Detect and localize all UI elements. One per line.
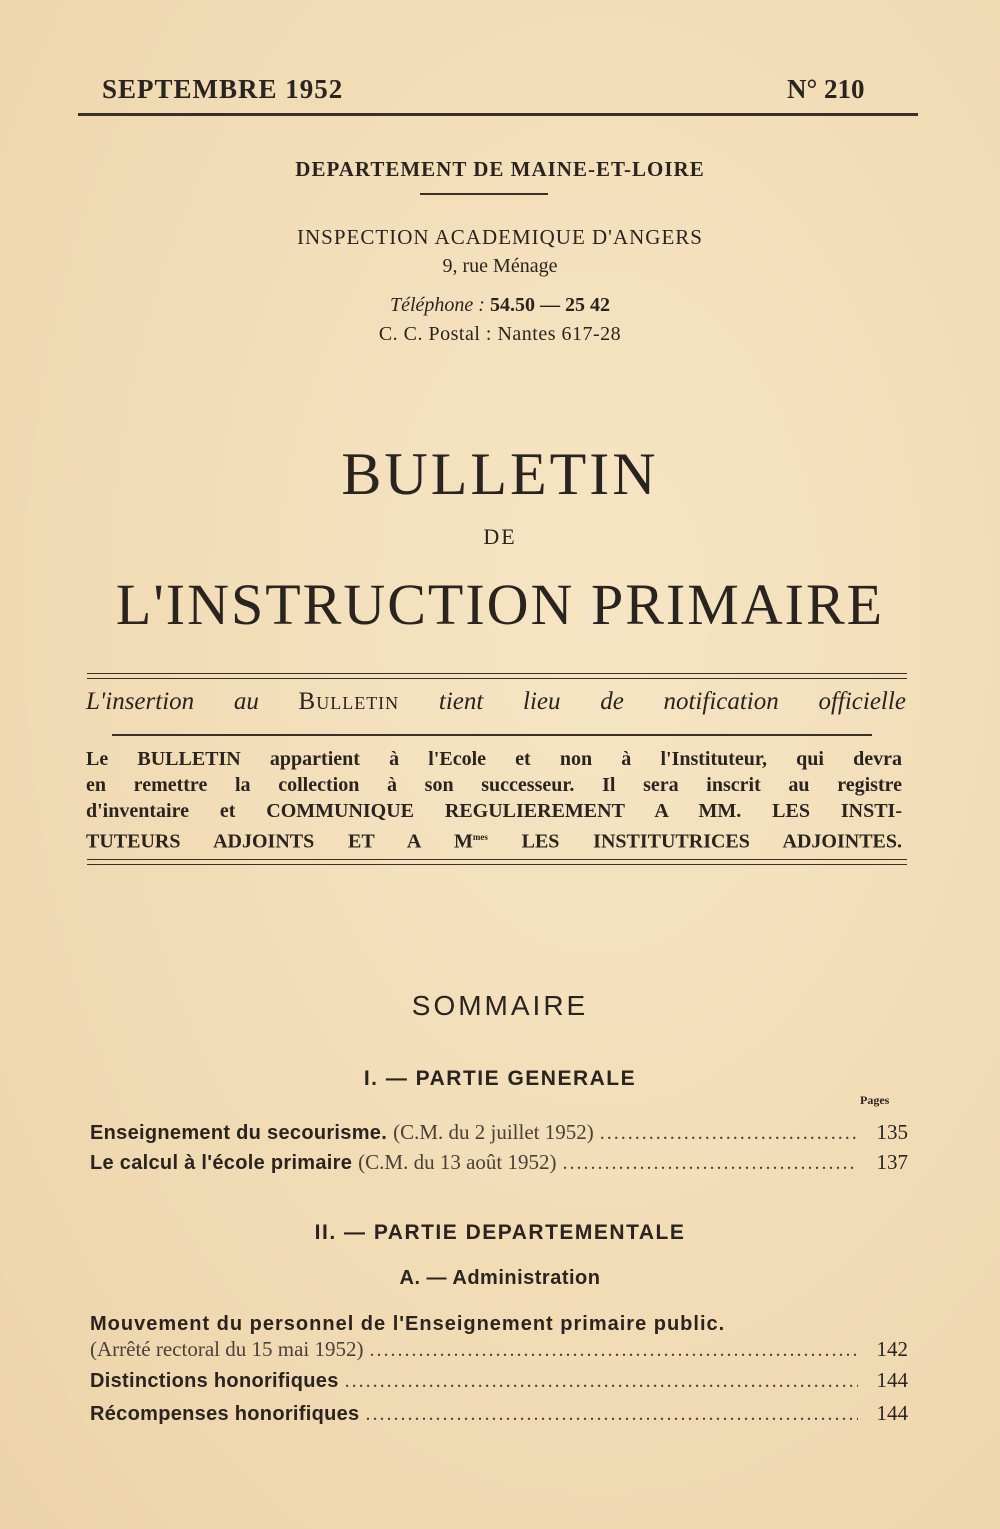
toc-entry-page: 142 <box>876 1337 908 1361</box>
notice-line-part: TUTEURS ADJOINTS ET A M <box>86 830 473 853</box>
issue-number: N° 210 <box>787 74 865 104</box>
double-rule-top <box>87 673 907 679</box>
part-general-heading: I. — PARTIE GENERALE <box>363 1067 637 1090</box>
section-administration-heading: A. — Administration <box>399 1267 601 1289</box>
inspection-name: INSPECTION ACADEMIQUE D'ANGERS <box>297 225 703 249</box>
insertion-notice <box>86 688 906 716</box>
notice-line-part: LES INSTITUTRICES ADJOINTES. <box>487 830 903 853</box>
toc-entry[interactable] <box>90 1120 908 1145</box>
toc-entry[interactable] <box>90 1368 908 1393</box>
insertion-word: de <box>600 688 624 715</box>
insertion-word: Bulletin <box>298 688 400 715</box>
part-departmental-heading: II. — PARTIE DEPARTEMENTALE <box>314 1221 686 1244</box>
toc-entry-ref: (Arrêté rectoral du 15 mai 1952) <box>90 1337 364 1361</box>
postal-account: C. C. Postal : Nantes 617-28 <box>378 323 622 345</box>
notice-line: en remettre la collection à son successeur. Il sera inscrit au registre <box>86 774 902 796</box>
notice-superscript: mes <box>472 832 488 842</box>
title-de: DE <box>483 524 517 549</box>
toc-entry-page: 144 <box>876 1368 908 1392</box>
insertion-word: officielle <box>818 688 906 715</box>
toc-entry[interactable] <box>90 1337 908 1362</box>
telephone <box>0 294 1000 317</box>
toc-entry-page: 144 <box>876 1401 908 1425</box>
insertion-word: lieu <box>523 688 561 715</box>
toc-leader <box>365 1403 858 1426</box>
insertion-word: L'insertion <box>86 688 195 715</box>
issue-date: SEPTEMBRE 1952 <box>102 74 344 104</box>
sommaire-heading: SOMMAIRE <box>411 990 589 1021</box>
toc-leader <box>563 1152 859 1175</box>
notice-line <box>86 824 902 855</box>
toc-entry-title: Enseignement du secourisme. <box>90 1122 388 1144</box>
toc-entry-ref: (C.M. du 2 juillet 1952) <box>393 1120 594 1144</box>
title-bulletin: BULLETIN <box>341 441 659 507</box>
insertion-rule <box>112 734 872 736</box>
double-rule-bottom <box>87 859 907 865</box>
toc-entry-ref: (C.M. du 13 août 1952) <box>358 1150 557 1174</box>
address: 9, rue Ménage <box>442 255 558 277</box>
insertion-word: notification <box>663 688 779 715</box>
insertion-word: tient <box>438 688 484 715</box>
title-instruction-primaire: L'INSTRUCTION PRIMAIRE <box>115 572 885 637</box>
notice-line: Le BULLETIN appartient à l'Ecole et non à l'Instituteur, qui devra <box>86 748 902 770</box>
toc-entry-title: Distinctions honorifiques <box>90 1370 339 1392</box>
telephone-label: Téléphone : <box>390 294 485 316</box>
telephone-numbers: 54.50 — 25 42 <box>489 294 610 316</box>
notice-line: d'inventaire et COMMUNIQUE REGULIEREMENT A MM. LES INSTI- <box>86 800 902 822</box>
department-rule <box>420 193 548 195</box>
toc-entry-title[interactable]: Mouvement du personnel de l'Enseignement primaire public. <box>90 1313 726 1335</box>
toc-entry-page: 135 <box>876 1120 908 1144</box>
toc-leader <box>345 1370 858 1393</box>
toc-leader <box>369 1339 858 1362</box>
toc-entry-page: 137 <box>876 1150 908 1174</box>
pages-label: Pages <box>860 1093 890 1107</box>
toc-entry[interactable] <box>90 1150 908 1175</box>
header-rule <box>78 113 918 116</box>
toc-entry[interactable] <box>90 1401 908 1426</box>
insertion-word: au <box>233 688 259 715</box>
toc-leader <box>600 1122 858 1145</box>
toc-entry-title: Le calcul à l'école primaire <box>90 1152 353 1174</box>
toc-entry-title: Récompenses honorifiques <box>90 1403 360 1425</box>
ownership-notice <box>86 746 902 855</box>
department-name: DEPARTEMENT DE MAINE-ET-LOIRE <box>295 157 705 181</box>
